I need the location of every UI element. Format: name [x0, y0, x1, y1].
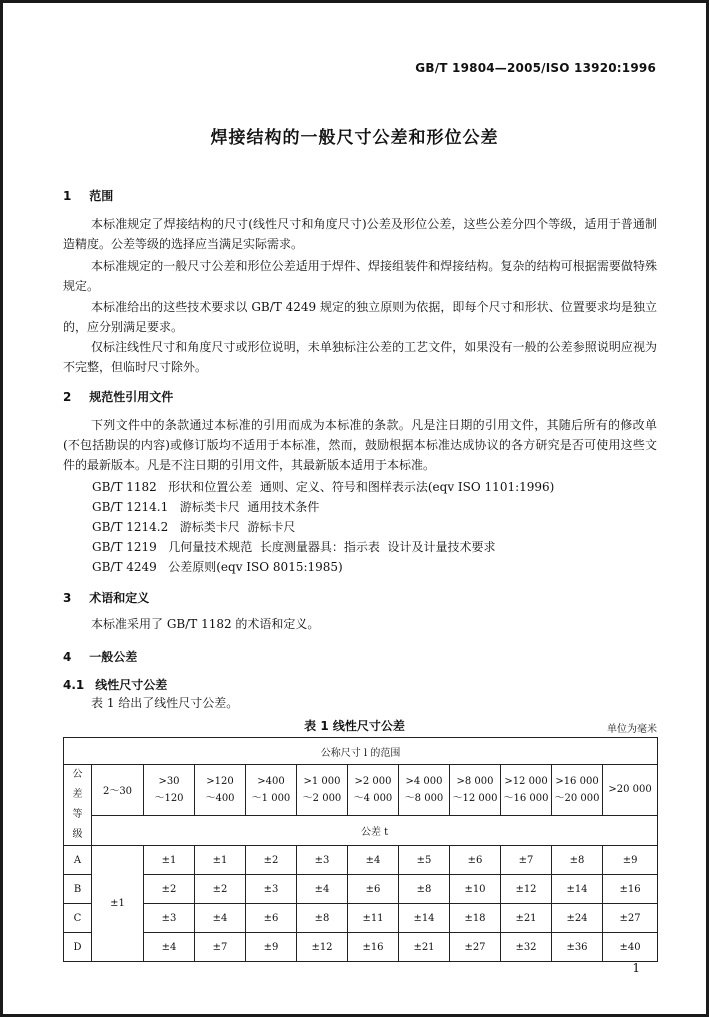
paragraph: 本标准采用了 GB/T 1182 的术语和定义。	[91, 617, 320, 631]
standard-number-header: GB/T 19804—2005/ISO 13920:1996	[415, 61, 656, 75]
section-number: 1	[63, 189, 72, 203]
tolerance-cell: ±27	[450, 933, 501, 962]
tolerance-cell: ±7	[501, 846, 552, 875]
range-cell: >8 000 ～12 000	[450, 765, 501, 816]
reference-item: GB/T 1219 几何量技术规范 长度测量器具：指示表 设计及计量技术要求	[92, 540, 496, 554]
tolerance-cell: ±9	[603, 846, 658, 875]
section-title: 术语和定义	[89, 591, 150, 605]
page-number: 1	[632, 961, 640, 975]
tolerance-cell: ±36	[552, 933, 603, 962]
tolerance-cell: ±16	[603, 875, 658, 904]
range-cell: >2 000 ～4 000	[348, 765, 399, 816]
section-heading-terms	[63, 589, 149, 606]
section-number: 2	[63, 390, 72, 404]
tolerance-cell: ±6	[246, 904, 297, 933]
range-cell: >4 000 ～8 000	[399, 765, 450, 816]
paragraph: 仅标注线性尺寸和角度尺寸或形位说明，未单独标注公差的工艺文件，如果没有一般的公差参照说明应视为不完整，但临时尺寸除外。	[63, 340, 657, 374]
tolerance-cell: ±14	[399, 904, 450, 933]
tolerance-cell: ±8	[552, 846, 603, 875]
tolerance-cell: ±12	[297, 933, 348, 962]
table-row	[64, 875, 658, 904]
paragraph: 本标准给出的这些技术要求以 GB/T 4249 规定的独立原则为依据，即每个尺寸和形状、位置要求均是独立的，应分别满足要求。	[63, 300, 657, 334]
section-number: 4.1	[63, 678, 85, 692]
range-cell: >400 ～1 000	[246, 765, 297, 816]
tolerance-cell: ±1	[195, 846, 246, 875]
range-cell: 2～30	[92, 765, 144, 816]
grade-cell: C	[64, 904, 92, 933]
tolerance-cell: ±6	[450, 846, 501, 875]
range-header: 公称尺寸 l 的范围	[64, 738, 658, 765]
paragraph: 本标准规定了焊接结构的尺寸(线性尺寸和角度尺寸)公差及形位公差，这些公差分四个等级，适用于普通制造精度。公差等级的选择应当满足实际需求。	[63, 217, 657, 251]
tolerance-cell: ±2	[246, 846, 297, 875]
tolerance-cell: ±21	[501, 904, 552, 933]
range-cell: >20 000	[603, 765, 658, 816]
section-title: 一般公差	[89, 650, 138, 664]
tolerance-cell: ±11	[348, 904, 399, 933]
tolerance-cell: ±3	[246, 875, 297, 904]
tolerance-cell: ±3	[297, 846, 348, 875]
grade-cell: B	[64, 875, 92, 904]
tolerance-cell: ±2	[195, 875, 246, 904]
table-row	[64, 933, 658, 962]
tolerance-cell: ±4	[195, 904, 246, 933]
paragraph: 本标准规定的一般尺寸公差和形位公差适用于焊件、焊接组装件和焊接结构。复杂的结构可根据需要做特殊规定。	[63, 259, 657, 293]
tolerance-cell: ±7	[195, 933, 246, 962]
section-title: 范围	[89, 189, 114, 203]
section-heading-general-tolerances	[63, 648, 137, 665]
tolerance-cell: ±10	[450, 875, 501, 904]
section-heading-scope	[63, 187, 113, 204]
grade-cell: D	[64, 933, 92, 962]
section-number: 4	[63, 650, 72, 664]
tolerance-cell: ±8	[399, 875, 450, 904]
tolerance-cell: ±4	[348, 846, 399, 875]
tolerance-cell: ±5	[399, 846, 450, 875]
range-cell: >12 000 ～16 000	[501, 765, 552, 816]
tolerance-cell: ±40	[603, 933, 658, 962]
tolerance-cell: ±4	[144, 933, 195, 962]
shared-tolerance-cell: ±1	[92, 846, 144, 962]
tolerance-cell: ±32	[501, 933, 552, 962]
tolerance-cell: ±16	[348, 933, 399, 962]
document-title: 焊接结构的一般尺寸公差和形位公差	[210, 128, 499, 148]
tolerance-cell: ±4	[297, 875, 348, 904]
reference-item: GB/T 4249 公差原则(eqv ISO 8015:1985)	[92, 560, 343, 574]
tolerance-cell: ±21	[399, 933, 450, 962]
tolerance-cell: ±2	[144, 875, 195, 904]
table-unit: 单位为毫米	[607, 724, 657, 735]
paragraph: 下列文件中的条款通过本标准的引用而成为本标准的条款。凡是注日期的引用文件，其随后所有的修改单(不包括勘误的内容)或修订版均不适用于本标准，然而，鼓励根据本标准达成协议的各方研究是否可使用这些文件的最新版本。凡是不注日期的引用文件，其最新版本适用于本标准。	[63, 418, 657, 472]
section-title: 规范性引用文件	[89, 390, 174, 404]
grade-column-header: 公 差 等 级	[64, 765, 92, 846]
grade-cell: A	[64, 846, 92, 875]
range-cell: >120 ～400	[195, 765, 246, 816]
tolerance-cell: ±9	[246, 933, 297, 962]
section-title: 线性尺寸公差	[95, 678, 168, 692]
reference-item: GB/T 1182 形状和位置公差 通则、定义、符号和图样表示法(eqv ISO 1101:1996)	[92, 480, 555, 494]
range-cell: >1 000 ～2 000	[297, 765, 348, 816]
tolerance-header: 公差 t	[92, 815, 658, 845]
table-row	[64, 846, 658, 875]
section-number: 3	[63, 591, 72, 605]
range-cell: >30 ～120	[144, 765, 195, 816]
subsection-heading-linear-tolerances	[63, 676, 167, 693]
range-cell: >16 000 ～20 000	[552, 765, 603, 816]
tolerance-cell: ±12	[501, 875, 552, 904]
section-heading-normative-references	[63, 388, 173, 405]
linear-tolerance-table	[63, 737, 658, 962]
tolerance-cell: ±14	[552, 875, 603, 904]
table-row	[64, 904, 658, 933]
tolerance-cell: ±18	[450, 904, 501, 933]
paragraph: 表 1 给出了线性尺寸公差。	[91, 696, 239, 710]
tolerance-cell: ±3	[144, 904, 195, 933]
tolerance-cell: ±1	[144, 846, 195, 875]
table-caption: 表 1 线性尺寸公差	[304, 719, 405, 733]
tolerance-cell: ±6	[348, 875, 399, 904]
reference-item: GB/T 1214.1 游标类卡尺 通用技术条件	[92, 500, 320, 514]
tolerance-cell: ±24	[552, 904, 603, 933]
reference-item: GB/T 1214.2 游标类卡尺 游标卡尺	[92, 520, 296, 534]
tolerance-cell: ±27	[603, 904, 658, 933]
tolerance-cell: ±8	[297, 904, 348, 933]
